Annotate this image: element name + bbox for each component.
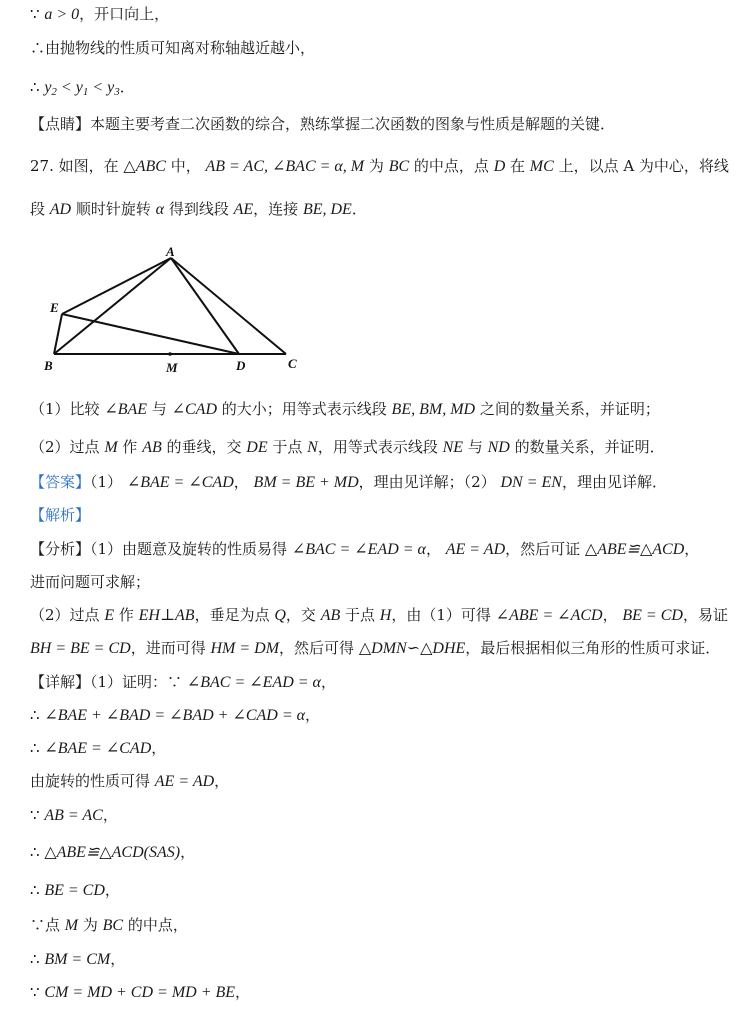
answer-tag: 【答案】 (30, 473, 91, 491)
analysis-line2: 进而问题可求解； (30, 573, 151, 591)
analysis-line3: （2）过点 E 作 EH⊥AB，垂足为点 Q，交 AB 于点 H，由（1）可得 ∠ABE = ∠ACD， BE = CD，易证 (30, 606, 728, 624)
label-e: E (50, 300, 59, 315)
detail-line5: ∵ AB = AC， (30, 806, 118, 824)
problem-statement-line1: 27. 如图，在 △ABC 中， AB = AC, ∠BAC = α, M 为 BC 的中点，点 D 在 MC 上，以点 A 为中心，将线 (30, 157, 729, 175)
text-line-dianjing: 【点睛】本题主要考查二次函数的综合，熟练掌握二次函数的图象与性质是解题的关键． (30, 115, 616, 133)
problem-statement-line2: 段 AD 顺时针旋转 α 得到线段 AE，连接 BE, DE． (30, 200, 367, 218)
detail-line9: ∴ BM = CM， (30, 950, 126, 968)
text-line-a-positive: ∵ a > 0，开口向上， (30, 5, 170, 23)
sub-question-1: （1）比较 ∠BAE 与 ∠CAD 的大小；用等式表示线段 BE, BM, MD 之间的数量关系，并证明； (30, 400, 660, 418)
point-m (168, 352, 172, 356)
label-b: B (44, 358, 53, 373)
detail-line2: ∴ ∠BAE + ∠BAD = ∠BAD + ∠CAD = α， (30, 706, 321, 724)
geometry-figure (36, 244, 316, 376)
detail-line4: 由旋转的性质可得 AE = AD， (30, 772, 230, 790)
detail-line10: ∵ CM = MD + CD = MD + BE， (30, 983, 251, 1001)
text-line-y-order: ∴ $y_2 < y_1 < y_3$． (30, 78, 135, 98)
text-line-parabola-property: ∴由抛物线的性质可知离对称轴越近越小， (30, 39, 316, 57)
label-c: C (288, 356, 297, 371)
segment-ae (62, 258, 171, 314)
sub-question-2: （2）过点 M 作 AB 的垂线，交 DE 于点 N，用等式表示线段 NE 与 ND 的数量关系，并证明． (30, 438, 665, 456)
jiexi-tag: 【解析】 (30, 506, 91, 524)
detail-line1: 【详解】（1）证明：∵ ∠BAC = ∠EAD = α， (30, 673, 336, 691)
label-a: A (166, 244, 175, 259)
analysis-line1: 【分析】（1）由题意及旋转的性质易得 ∠BAC = ∠EAD = α， AE = AD，然后可证 △ABE≌△ACD， (30, 540, 700, 558)
analysis-line4: BH = BE = CD，进而可得 HM = DM，然后可得 △DMN∽△DHE，最后根据相似三角形的性质可求证． (30, 639, 721, 657)
segment-ed (62, 314, 239, 354)
detail-line3: ∴ ∠BAE = ∠CAD， (30, 739, 167, 757)
detail-line6: ∴ △ABE≌△ACD(SAS)， (30, 843, 196, 861)
label-d: D (236, 358, 246, 373)
segment-ab (54, 258, 171, 354)
label-m: M (166, 360, 178, 375)
detail-line8: ∵点 M 为 BC 的中点， (30, 916, 188, 934)
answer-line: 【答案】（1） ∠BAE = ∠CAD， BM = BE + MD，理由见详解；（2） DN = EN，理由见详解． (30, 473, 667, 491)
detail-line7: ∴ BE = CD， (30, 881, 120, 899)
